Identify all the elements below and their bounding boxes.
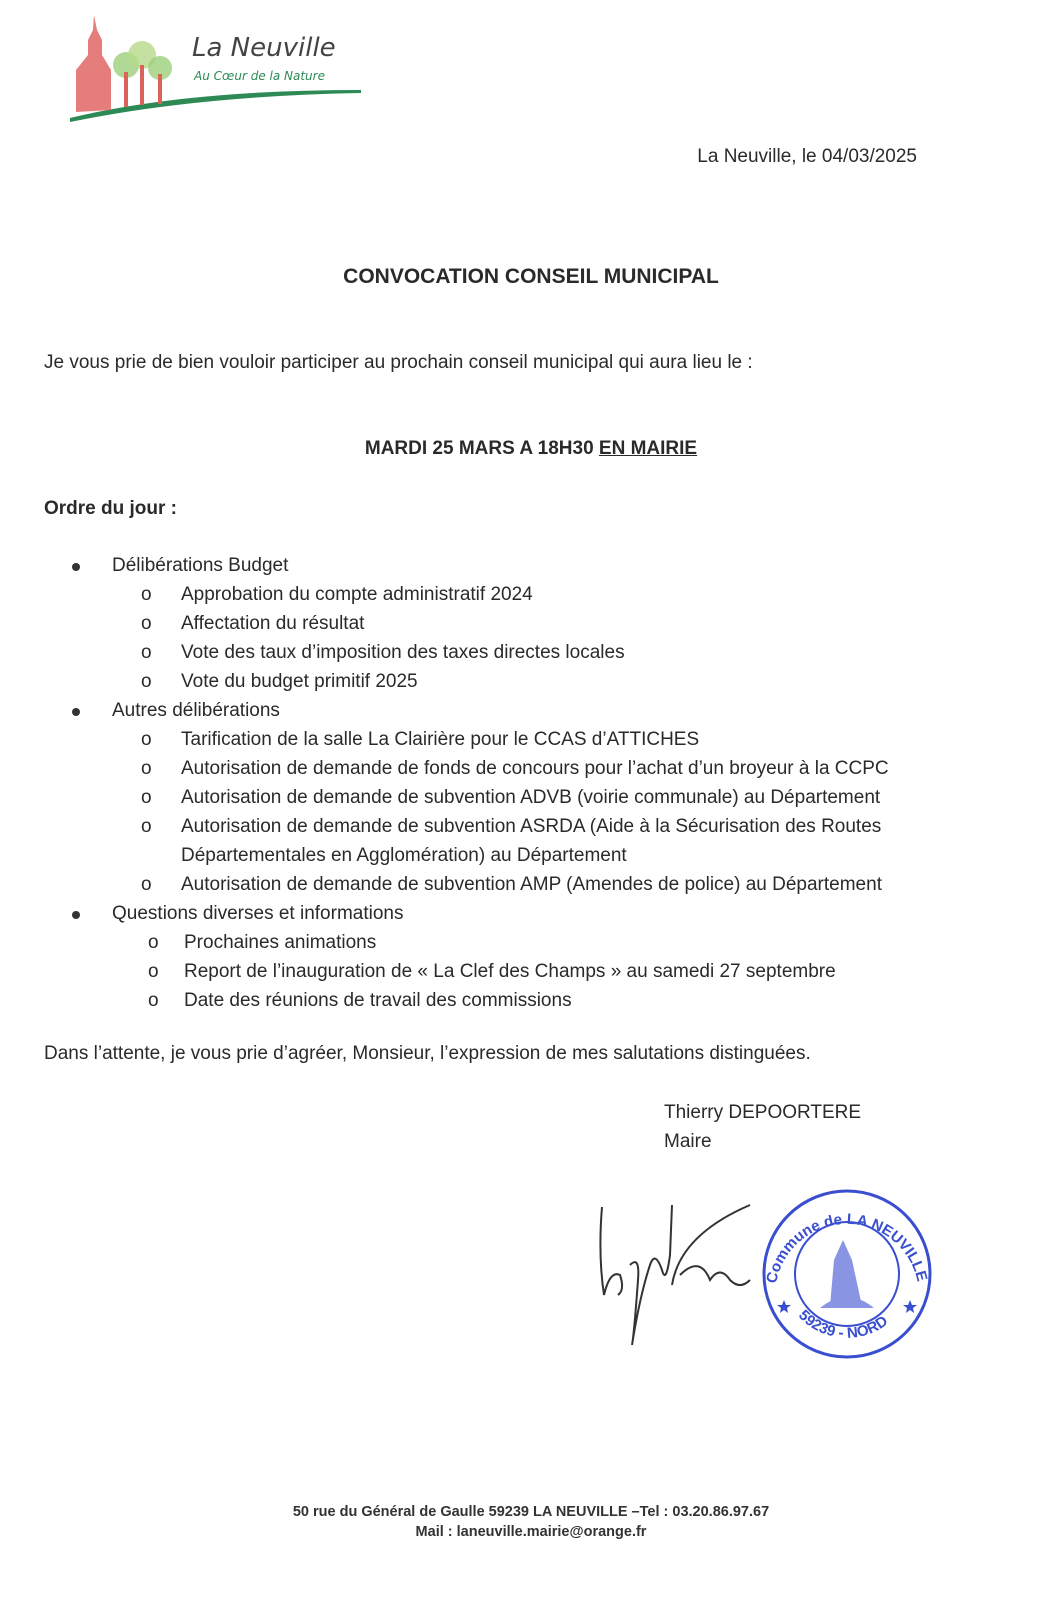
footer — [0, 1502, 1062, 1542]
letter-body — [44, 494, 1054, 1360]
agenda-title: Ordre du jour : — [44, 498, 177, 519]
agenda-item: o Tarification de la salle La Clairière pour le CCAS d’ATTICHES — [141, 729, 700, 750]
closing-text: Dans l’attente, je vous prie d’agréer, Monsieur, l’expression de mes salutations distinguées. — [44, 1043, 811, 1064]
stamp-text-top: Commune de LA NEUVILLE — [763, 1210, 931, 1285]
meeting-info — [0, 438, 1062, 460]
page-title: CONVOCATION CONSEIL MUNICIPAL — [343, 265, 719, 288]
date-line: La Neuville, le 04/03/2025 — [697, 146, 917, 167]
stamp-text-bottom: 59239 - NORD — [795, 1306, 891, 1342]
signer-role: Maire — [664, 1131, 712, 1152]
logo-name: La Neuville — [192, 33, 336, 63]
agenda-section — [44, 696, 1044, 899]
agenda-section — [44, 551, 1044, 696]
signer-block — [664, 1098, 1054, 1156]
signer-name: Thierry DEPOORTERE — [664, 1102, 862, 1123]
footer-address: 50 rue du Général de Gaulle 59239 LA NEUVILLE –Tel : 03.20.86.97.67 — [292, 1504, 770, 1520]
agenda-item: o Affectation du résultat — [141, 613, 365, 634]
agenda-item: o Report de l’inauguration de « La Clef des Champs » au samedi 27 septembre — [148, 961, 836, 982]
logo-tagline: Au Cœur de la Nature — [194, 69, 325, 83]
agenda-section-label: Autres délibérations — [44, 696, 1044, 725]
agenda-item: o Approbation du compte administratif 2024 — [141, 584, 533, 605]
agenda-item: o Autorisation de demande de subvention ASRDA (Aide à la Sécurisation des Routes Départementales en Agglomération) au Département — [141, 816, 882, 866]
agenda-section-label: Questions diverses et informations — [44, 899, 1044, 928]
agenda-item: o Autorisation de demande de subvention AMP (Amendes de police) au Département — [141, 874, 882, 895]
official-stamp — [758, 1188, 936, 1360]
footer-mail: Mail : laneuville.mairie@orange.fr — [415, 1524, 647, 1540]
agenda-section — [44, 899, 1044, 1015]
agenda-item: o Autorisation de demande de fonds de concours pour l’achat d’un broyeur à la CCPC — [141, 758, 889, 779]
agenda-item: o Vote du budget primitif 2025 — [141, 671, 418, 692]
handwritten-signature — [590, 1195, 760, 1345]
agenda-section-label: Délibérations Budget — [44, 551, 1044, 580]
agenda-item: o Prochaines animations — [148, 932, 377, 953]
svg-text:59239 - NORD — [795, 1307, 891, 1342]
meeting-when: MARDI 25 MARS A 18H30 — [364, 438, 594, 459]
intro-text: Je vous prie de bien vouloir participer au prochain conseil municipal qui aura lieu le : — [44, 352, 753, 373]
agenda-item: o Vote des taux d’imposition des taxes directes locales — [141, 642, 625, 663]
agenda-item: o Date des réunions de travail des commissions — [148, 990, 572, 1011]
signature-row — [590, 1188, 1054, 1360]
town-logo — [66, 10, 366, 125]
meeting-where: EN MAIRIE — [598, 438, 698, 459]
agenda-item: o Autorisation de demande de subvention ADVB (voirie communale) au Département — [141, 787, 881, 808]
agenda-list — [44, 551, 1044, 1015]
